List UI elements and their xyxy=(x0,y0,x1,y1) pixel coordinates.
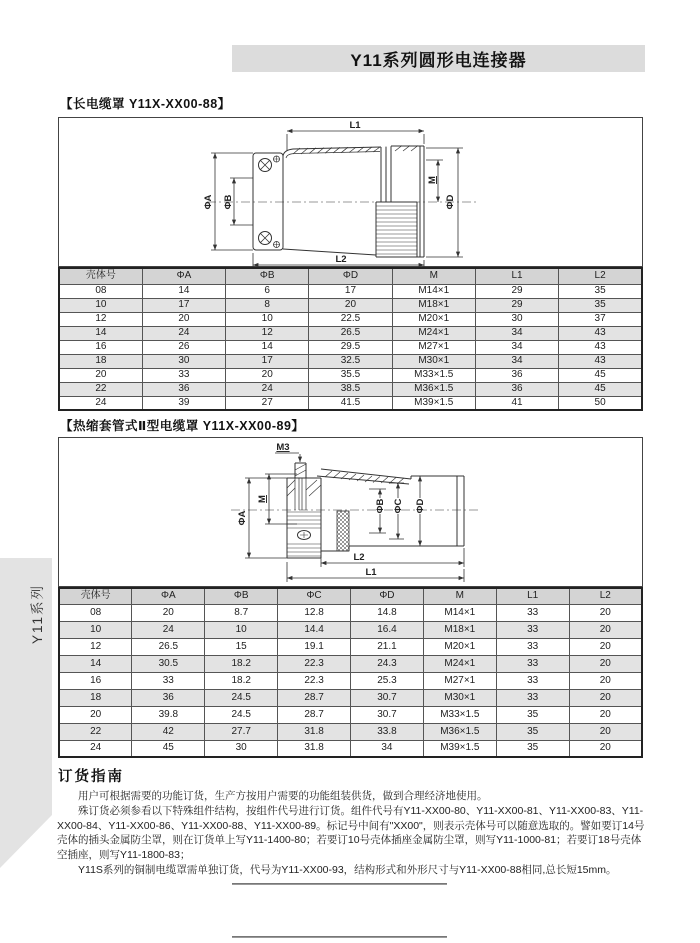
table-cell: 20 xyxy=(142,312,225,326)
table-cell: 33 xyxy=(496,604,569,621)
table-row xyxy=(59,740,642,757)
table-cell: 20 xyxy=(309,298,392,312)
table-cell: 35 xyxy=(496,706,569,723)
table-cell: 29 xyxy=(475,298,558,312)
table-cell: M36×1.5 xyxy=(392,382,475,396)
table-row xyxy=(59,382,642,396)
table-cell: 30 xyxy=(142,354,225,368)
table-cell: 22 xyxy=(59,382,142,396)
table-cell: 43 xyxy=(559,354,642,368)
dim-label-phi-a: ΦA xyxy=(203,194,214,210)
table-cell: 24.5 xyxy=(205,706,278,723)
table-cell: M33×1.5 xyxy=(392,368,475,382)
screw-icon xyxy=(298,531,311,540)
table-row xyxy=(59,638,642,655)
table-row xyxy=(59,604,642,621)
table-cell: M18×1 xyxy=(392,298,475,312)
section2-heading: 【热缩套管式Ⅱ型电缆罩 Y11X-XX00-89】 xyxy=(60,419,305,433)
table-cell: 36 xyxy=(132,689,205,706)
table-cell: 34 xyxy=(475,354,558,368)
table-row xyxy=(59,326,642,340)
long-cable-cover-table xyxy=(58,267,643,411)
table-row xyxy=(59,706,642,723)
table-cell: 24.5 xyxy=(205,689,278,706)
table-cell: 12.8 xyxy=(278,604,351,621)
dim-m xyxy=(265,474,297,524)
dim-label-l2: L2 xyxy=(335,254,347,265)
series-tab-label: Y11系列 xyxy=(30,583,45,645)
table-cell: M27×1 xyxy=(423,672,496,689)
table-row xyxy=(59,396,642,410)
table-cell: 10 xyxy=(226,312,309,326)
dim-label-m: M xyxy=(427,176,438,184)
table-cell: 41 xyxy=(475,396,558,410)
dim-label-phi-a: ΦA xyxy=(237,510,248,526)
ordering-guide-body xyxy=(57,789,645,878)
table-cell: 35 xyxy=(559,284,642,298)
table-cell: 30 xyxy=(205,740,278,757)
table-cell: 25.3 xyxy=(351,672,424,689)
table-cell: 16 xyxy=(59,672,132,689)
table-cell: 20 xyxy=(59,706,132,723)
table-cell: 18 xyxy=(59,689,132,706)
table-cell: 20 xyxy=(569,706,642,723)
table-cell: M39×1.5 xyxy=(423,740,496,757)
table-cell: 26.5 xyxy=(132,638,205,655)
table-cell: M30×1 xyxy=(392,354,475,368)
table-cell: 28.7 xyxy=(278,706,351,723)
table-cell: 10 xyxy=(59,621,132,638)
table-cell: 22.3 xyxy=(278,655,351,672)
table-cell: 16 xyxy=(59,340,142,354)
guide-paragraph: 殊订货必须参看以下特殊组件结构，按组件代号进行订货。组件代号有Y11-XX00-80、Y11-XX00-81、Y11-XX00-83、Y11-XX00-84、Y11-XX00-86、Y11-XX00-88、Y11-XX00-89。标记号中间有"XX00"，则表示壳体号可以随意选取的。譬如要订14号壳体的插头金属防尘罩，则在订货单上写Y11-1400-80；若要订10号壳体插座金属防尘罩，则写Y11-1000-81；若要订18号壳体空插座，则写Y11-1800-83； xyxy=(57,804,645,862)
table-cell: 6 xyxy=(226,284,309,298)
table-cell: 14 xyxy=(59,326,142,340)
table-cell: M39×1.5 xyxy=(392,396,475,410)
table-cell: 20 xyxy=(59,368,142,382)
table-cell: 24 xyxy=(142,326,225,340)
column-header: L2 xyxy=(569,588,642,604)
guide-paragraph: Y11S系列的铜制电缆罩需单独订货，代号为Y11-XX00-93，结构形式和外形尺寸与Y11-XX00-88相同,总长短15mm。 xyxy=(78,863,617,876)
dim-phi-a xyxy=(245,478,287,558)
table-cell: 33.8 xyxy=(351,723,424,740)
table-row xyxy=(59,312,642,326)
table-cell: 24 xyxy=(132,621,205,638)
table-cell: 20 xyxy=(569,655,642,672)
table-cell: 17 xyxy=(226,354,309,368)
table-cell: 24 xyxy=(226,382,309,396)
dim-label-l2: L2 xyxy=(353,552,365,563)
table-row xyxy=(59,655,642,672)
table-row xyxy=(59,621,642,638)
dim-label-phi-d: ΦD xyxy=(445,194,456,210)
heat-shrink-cover-drawing xyxy=(58,437,643,587)
table-cell: 14 xyxy=(142,284,225,298)
table-cell: 10 xyxy=(205,621,278,638)
dim-label-phi-c: ΦC xyxy=(393,498,404,514)
table-cell: 38.5 xyxy=(309,382,392,396)
table-cell: 35 xyxy=(496,723,569,740)
table-cell: 33 xyxy=(132,672,205,689)
table-cell: 35 xyxy=(496,740,569,757)
column-header: ΦD xyxy=(309,268,392,284)
stud xyxy=(295,463,306,478)
column-header: ΦA xyxy=(132,588,205,604)
heat-shrink-cover-table xyxy=(58,587,643,758)
table-cell: 20 xyxy=(569,740,642,757)
table-cell: 37 xyxy=(559,312,642,326)
table-cell: 30 xyxy=(475,312,558,326)
dim-label-l1: L1 xyxy=(365,567,377,578)
table-cell: 31.8 xyxy=(278,723,351,740)
table-cell: 17 xyxy=(142,298,225,312)
column-header: L2 xyxy=(559,268,642,284)
table-cell: M36×1.5 xyxy=(423,723,496,740)
column-header: ΦB xyxy=(205,588,278,604)
column-header: 壳体号 xyxy=(59,588,132,604)
table-cell: 21.1 xyxy=(351,638,424,655)
table-cell: M14×1 xyxy=(423,604,496,621)
table-cell: 10 xyxy=(59,298,142,312)
page-title: Y11系列圆形电连接器 xyxy=(350,51,527,70)
table-cell: M24×1 xyxy=(392,326,475,340)
table-row xyxy=(59,689,642,706)
guide-paragraph: 用户可根据需要的功能订货，生产方按用户需要的功能组装供货，做到合理经济地使用。 xyxy=(78,790,488,802)
table-cell: 12 xyxy=(59,638,132,655)
table-cell: 45 xyxy=(559,368,642,382)
table-cell: 8 xyxy=(226,298,309,312)
table-cell: 08 xyxy=(59,604,132,621)
table-cell: 36 xyxy=(475,382,558,396)
column-header: L1 xyxy=(475,268,558,284)
table-cell: 20 xyxy=(569,638,642,655)
dim-label-phi-b: ΦB xyxy=(223,194,234,210)
column-header: ΦB xyxy=(226,268,309,284)
table-cell: 33 xyxy=(496,672,569,689)
table-cell: 17 xyxy=(309,284,392,298)
table-cell: 45 xyxy=(559,382,642,396)
table-cell: 33 xyxy=(496,655,569,672)
table-cell: 35.5 xyxy=(309,368,392,382)
table-cell: 39.8 xyxy=(132,706,205,723)
table-cell: 27.7 xyxy=(205,723,278,740)
technical-drawing-2 xyxy=(59,438,644,588)
table-row xyxy=(59,340,642,354)
table-cell: 30.5 xyxy=(132,655,205,672)
column-header: M xyxy=(423,588,496,604)
table-cell: M24×1 xyxy=(423,655,496,672)
table-cell: 8.7 xyxy=(205,604,278,621)
technical-drawing-1 xyxy=(59,118,644,268)
table-cell: 43 xyxy=(559,326,642,340)
column-header: M xyxy=(392,268,475,284)
table-cell: 19.1 xyxy=(278,638,351,655)
table-cell: M27×1 xyxy=(392,340,475,354)
column-header: 壳体号 xyxy=(59,268,142,284)
table-cell: 20 xyxy=(569,723,642,740)
table-cell: 12 xyxy=(59,312,142,326)
table-row xyxy=(59,723,642,740)
screw-icon xyxy=(259,232,280,248)
table-cell: 20 xyxy=(226,368,309,382)
column-header: ΦA xyxy=(142,268,225,284)
table-cell: 14.4 xyxy=(278,621,351,638)
table-cell: 14.8 xyxy=(351,604,424,621)
long-cable-cover-drawing xyxy=(58,117,643,267)
table-row xyxy=(59,368,642,382)
table-cell: 29 xyxy=(475,284,558,298)
table-cell: 29.5 xyxy=(309,340,392,354)
table-cell: 32.5 xyxy=(309,354,392,368)
table-cell: 20 xyxy=(569,689,642,706)
table-row xyxy=(59,298,642,312)
table-cell: 12 xyxy=(226,326,309,340)
section1-heading: 【长电缆罩 Y11X-XX00-88】 xyxy=(60,97,231,111)
table-cell: 33 xyxy=(496,638,569,655)
table-row xyxy=(59,672,642,689)
table-cell: 18.2 xyxy=(205,655,278,672)
dim-label-m: M xyxy=(257,495,268,503)
table-cell: 20 xyxy=(132,604,205,621)
title-banner xyxy=(232,45,645,72)
table-cell: 43 xyxy=(559,340,642,354)
table-cell: 22.3 xyxy=(278,672,351,689)
column-header: L1 xyxy=(496,588,569,604)
footer-divider xyxy=(232,936,447,938)
table-cell: 27 xyxy=(226,396,309,410)
table-cell: 42 xyxy=(132,723,205,740)
table-header-row xyxy=(59,588,642,604)
table-cell: 35 xyxy=(559,298,642,312)
table-row xyxy=(59,284,642,298)
table-cell: 24 xyxy=(59,396,142,410)
table-cell: 41.5 xyxy=(309,396,392,410)
table-cell: 24 xyxy=(59,740,132,757)
heat-shrink-sleeve xyxy=(337,511,349,551)
table-cell: 30.7 xyxy=(351,706,424,723)
table-cell: 36 xyxy=(142,382,225,396)
table-cell: 18.2 xyxy=(205,672,278,689)
table-cell: M30×1 xyxy=(423,689,496,706)
table-cell: 22 xyxy=(59,723,132,740)
dim-label-phi-d: ΦD xyxy=(415,498,426,514)
table-cell: 26 xyxy=(142,340,225,354)
table-cell: 31.8 xyxy=(278,740,351,757)
table-cell: 20 xyxy=(569,621,642,638)
table-cell: 16.4 xyxy=(351,621,424,638)
dim-label-l1: L1 xyxy=(349,120,361,131)
table-cell: 33 xyxy=(142,368,225,382)
table-cell: 36 xyxy=(475,368,558,382)
table-cell: 20 xyxy=(569,672,642,689)
ordering-guide-heading: 订货指南 xyxy=(58,769,124,785)
column-header: ΦD xyxy=(351,588,424,604)
table-cell: 08 xyxy=(59,284,142,298)
table-cell: M20×1 xyxy=(423,638,496,655)
table-cell: 28.7 xyxy=(278,689,351,706)
table-cell: 18 xyxy=(59,354,142,368)
table-cell: 34 xyxy=(475,326,558,340)
table-header-row xyxy=(59,268,642,284)
table-cell: M14×1 xyxy=(392,284,475,298)
table-cell: 24.3 xyxy=(351,655,424,672)
table-cell: 50 xyxy=(559,396,642,410)
table-cell: 39 xyxy=(142,396,225,410)
table-cell: 34 xyxy=(351,740,424,757)
series-side-tab xyxy=(0,558,52,868)
screw-icon xyxy=(259,156,280,172)
table-cell: 33 xyxy=(496,621,569,638)
table-cell: 14 xyxy=(226,340,309,354)
column-header: ΦC xyxy=(278,588,351,604)
table-cell: 33 xyxy=(496,689,569,706)
table-cell: 26.5 xyxy=(309,326,392,340)
table-cell: 20 xyxy=(569,604,642,621)
cover-mouth xyxy=(349,476,464,546)
table-cell: 14 xyxy=(59,655,132,672)
dim-label-phi-b: ΦB xyxy=(375,498,386,514)
cover-bottom-edge xyxy=(283,249,376,255)
table-cell: 15 xyxy=(205,638,278,655)
cover-top-band xyxy=(317,469,411,484)
table-cell: M20×1 xyxy=(392,312,475,326)
footer-divider xyxy=(232,883,447,885)
table-row xyxy=(59,354,642,368)
table-cell: M18×1 xyxy=(423,621,496,638)
table-cell: 30.7 xyxy=(351,689,424,706)
dim-label-m3: M3 xyxy=(276,442,290,453)
table-cell: M33×1.5 xyxy=(423,706,496,723)
table-cell: 45 xyxy=(132,740,205,757)
table-cell: 22.5 xyxy=(309,312,392,326)
table-cell: 34 xyxy=(475,340,558,354)
